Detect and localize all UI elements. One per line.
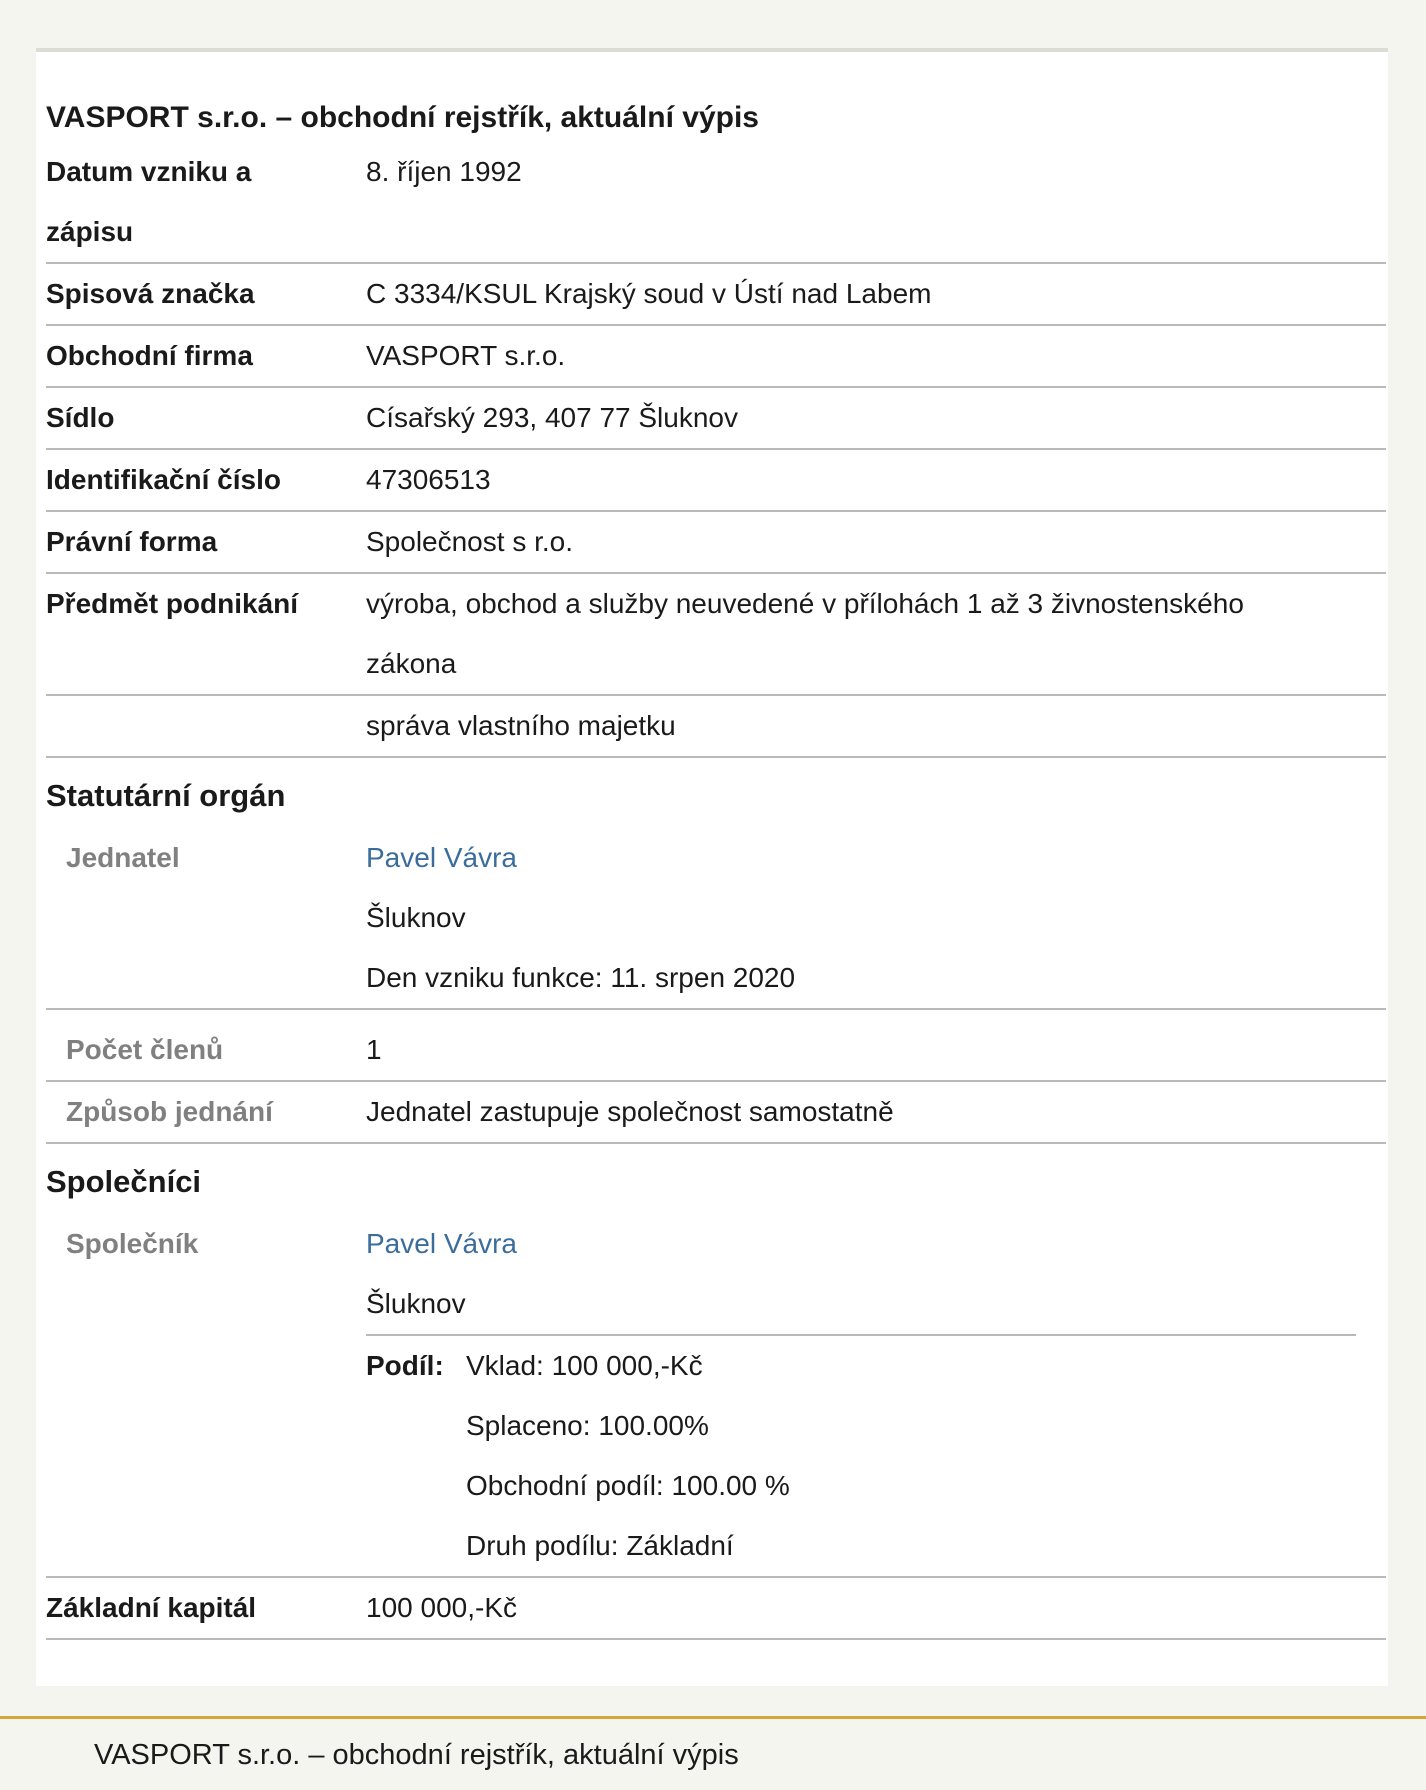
row-zpusob-jednani	[46, 1082, 1386, 1144]
value-zpusob-jednani: Jednatel zastupuje společnost samostatně	[366, 1096, 894, 1127]
row-predmet-podnikani	[46, 574, 1386, 696]
label-spolecnik: Společník	[66, 1228, 199, 1259]
link-jednatel-name[interactable]: Pavel Vávra	[366, 842, 517, 873]
label-obchodni-firma: Obchodní firma	[46, 340, 253, 371]
label-predmet-podnikani: Předmět podnikání	[46, 588, 299, 619]
value-predmet-line2: zákona	[366, 648, 457, 679]
label-zpusob-jednani: Způsob jednání	[66, 1096, 273, 1127]
row-zakladni-kapital	[46, 1578, 1386, 1640]
label-sidlo: Sídlo	[46, 402, 115, 433]
register-card	[36, 48, 1388, 1686]
footer-title: VASPORT s.r.o. – obchodní rejstřík, aktuální výpis	[94, 1739, 739, 1771]
spolecnik-city: Šluknov	[366, 1288, 466, 1319]
section-spolecnici: Společníci	[46, 1164, 202, 1199]
value-predmet-podnikani-1	[366, 574, 1386, 694]
share-vklad: Vklad: 100 000,-Kč	[466, 1350, 703, 1381]
value-predmet-line1: výroba, obchod a služby neuvedené v přílohách 1 až 3 živnostenského	[366, 588, 1244, 619]
label-pravni-forma: Právní forma	[46, 526, 218, 557]
footer	[0, 1716, 1426, 1790]
label-datum-vzniku-line2: zápisu	[46, 216, 134, 247]
value-spisova-znacka: C 3334/KSUL Krajský soud v Ústí nad Labem	[366, 278, 932, 309]
value-spolecnik	[366, 1214, 1386, 1576]
row-ico	[46, 450, 1386, 512]
row-sidlo	[46, 388, 1386, 450]
share-block	[366, 1336, 1386, 1576]
jednatel-city: Šluknov	[366, 902, 466, 933]
label-datum-vzniku-line1: Datum vzniku a	[46, 156, 252, 187]
jednatel-since: Den vzniku funkce: 11. srpen 2020	[366, 962, 796, 993]
label-spisova-znacka: Spisová značka	[46, 278, 255, 309]
value-jednatel	[366, 828, 1386, 1008]
share-splaceno: Splaceno: 100.00%	[466, 1410, 709, 1441]
section-statutarni-organ: Statutární orgán	[46, 778, 286, 813]
value-predmet-podnikani-2: správa vlastního majetku	[366, 710, 676, 741]
link-spolecnik-name[interactable]: Pavel Vávra	[366, 1228, 517, 1259]
row-spolecnik	[46, 1214, 1386, 1578]
register-table	[46, 142, 1386, 1640]
value-pocet-clenu: 1	[366, 1034, 382, 1065]
value-zakladni-kapital: 100 000,-Kč	[366, 1592, 517, 1623]
value-datum-vzniku: 8. říjen 1992	[366, 156, 522, 187]
value-pravni-forma: Společnost s r.o.	[366, 526, 574, 557]
row-pravni-forma	[46, 512, 1386, 574]
share-obchodni-podil: Obchodní podíl: 100.00 %	[466, 1470, 790, 1501]
row-predmet-podnikani-2	[46, 696, 1386, 758]
row-pocet-clenu	[46, 1010, 1386, 1082]
share-details	[466, 1336, 790, 1576]
value-ico: 47306513	[366, 464, 491, 495]
label-datum-vzniku	[46, 142, 366, 262]
row-spisova-znacka	[46, 264, 1386, 326]
row-jednatel	[46, 828, 1386, 1010]
page-title: VASPORT s.r.o. – obchodní rejstřík, aktuální výpis	[46, 101, 759, 134]
label-podil: Podíl:	[366, 1350, 444, 1381]
label-zakladni-kapital: Základní kapitál	[46, 1592, 257, 1623]
label-empty	[46, 696, 366, 756]
label-ico: Identifikační číslo	[46, 464, 281, 495]
value-sidlo: Císařský 293, 407 77 Šluknov	[366, 402, 738, 433]
share-druh: Druh podílu: Základní	[466, 1530, 734, 1561]
row-obchodni-firma	[46, 326, 1386, 388]
label-jednatel: Jednatel	[66, 842, 180, 873]
value-obchodni-firma: VASPORT s.r.o.	[366, 340, 566, 371]
row-datum-vzniku	[46, 142, 1386, 264]
label-pocet-clenu: Počet členů	[66, 1034, 224, 1065]
